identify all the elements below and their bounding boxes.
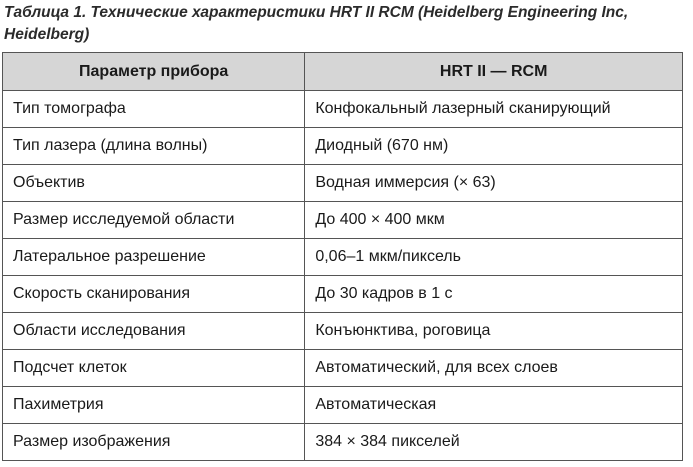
value-cell: 0,06–1 мкм/пиксель (305, 239, 683, 276)
table-row (3, 165, 683, 202)
param-cell: Латеральное разрешение (3, 239, 305, 276)
param-cell: Объектив (3, 165, 305, 202)
param-cell: Размер исследуемой области (3, 202, 305, 239)
value-cell: До 400 × 400 мкм (305, 202, 683, 239)
value-cell: Автоматический, для всех слоев (305, 350, 683, 387)
value-cell: Конфокальный лазерный сканирующий (305, 91, 683, 128)
specs-table (2, 52, 683, 461)
table-row (3, 91, 683, 128)
table-row (3, 202, 683, 239)
header-value: HRT II — RCM (305, 53, 683, 91)
table-row (3, 276, 683, 313)
param-cell: Подсчет клеток (3, 350, 305, 387)
value-cell: Конъюнктива, роговица (305, 313, 683, 350)
table-row (3, 350, 683, 387)
table-row (3, 387, 683, 424)
value-cell: До 30 кадров в 1 с (305, 276, 683, 313)
table-caption: Таблица 1. Технические характеристики HRT II RCM (Heidelberg Engineering Inc, Heidelberg) (4, 4, 629, 43)
table-row (3, 128, 683, 165)
param-cell: Тип томографа (3, 91, 305, 128)
table-row (3, 239, 683, 276)
param-cell: Размер изображения (3, 424, 305, 461)
value-cell: Автоматическая (305, 387, 683, 424)
table-header-row (3, 53, 683, 91)
value-cell: Диодный (670 нм) (305, 128, 683, 165)
table-row (3, 313, 683, 350)
table-row (3, 424, 683, 461)
value-cell: Водная иммерсия (× 63) (305, 165, 683, 202)
header-param: Параметр прибора (3, 53, 305, 91)
value-cell: 384 × 384 пикселей (305, 424, 683, 461)
param-cell: Тип лазера (длина волны) (3, 128, 305, 165)
param-cell: Области исследования (3, 313, 305, 350)
param-cell: Пахиметрия (3, 387, 305, 424)
param-cell: Скорость сканирования (3, 276, 305, 313)
